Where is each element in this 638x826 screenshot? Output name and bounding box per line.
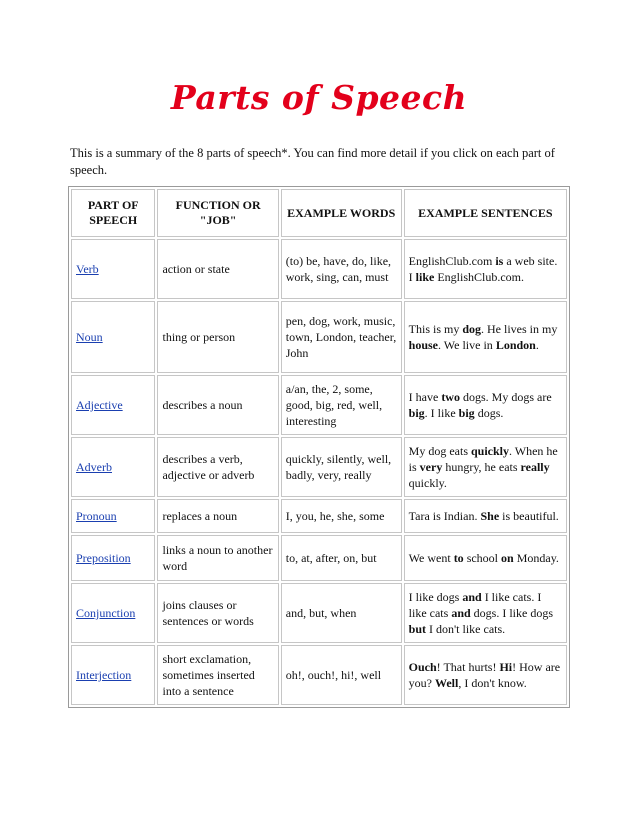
sentence-text: dogs.: [474, 406, 504, 420]
sentence-text: hungry, he eats: [442, 460, 521, 474]
page-title: Parts of Speech: [170, 78, 468, 117]
highlighted-word: dog: [462, 322, 482, 336]
highlighted-word: is: [495, 254, 504, 268]
header-function: FUNCTION OR "JOB": [157, 189, 278, 237]
highlighted-word: Well: [434, 676, 459, 690]
sentence-text: ! How are you?: [408, 660, 561, 690]
highlighted-word: very: [419, 460, 443, 474]
part-of-speech-link[interactable]: Adjective: [71, 375, 155, 435]
sentence-text: EnglishClub.com.: [434, 270, 524, 284]
sentence-text: I don't like cats.: [426, 622, 506, 636]
highlighted-word: big: [408, 406, 425, 420]
sentence-text: is beautiful.: [499, 509, 559, 523]
sentence-text: I have: [408, 390, 442, 404]
sentence-text: a web site. I: [408, 254, 558, 284]
highlighted-word: She: [480, 509, 500, 523]
highlighted-word: Ouch: [408, 660, 437, 674]
highlighted-word: two: [441, 390, 460, 404]
part-of-speech-link[interactable]: Adverb: [71, 437, 155, 497]
function-cell: describes a verb, adjective or adverb: [157, 437, 278, 497]
part-of-speech-link[interactable]: Preposition: [71, 535, 155, 581]
sentence-text: , I don't know.: [458, 676, 527, 690]
function-cell: describes a noun: [157, 375, 278, 435]
example-sentence-cell: [404, 583, 567, 643]
header-example-words: EXAMPLE WORDS: [281, 189, 402, 237]
part-of-speech-link[interactable]: Interjection: [71, 645, 155, 705]
highlighted-word: and: [462, 590, 482, 604]
function-cell: links a noun to another word: [157, 535, 278, 581]
part-of-speech-link[interactable]: Pronoun: [71, 499, 155, 533]
highlighted-word: London: [495, 338, 536, 352]
highlighted-word: like: [415, 270, 435, 284]
example-words-cell: pen, dog, work, music, town, London, teacher, John: [281, 301, 402, 373]
intro-text: This is a summary of the 8 parts of speech*. You can find more detail if you click on each part of speech.: [70, 146, 555, 177]
function-cell: joins clauses or sentences or words: [157, 583, 278, 643]
sentence-text: .: [535, 338, 539, 352]
sentence-text: dogs. I like dogs: [470, 606, 554, 620]
highlighted-word: and: [451, 606, 471, 620]
header-part-of-speech: PART OF SPEECH: [71, 189, 155, 237]
example-sentence-cell: [404, 499, 567, 533]
sentence-text: dogs. My dogs are: [459, 390, 552, 404]
function-cell: replaces a noun: [157, 499, 278, 533]
example-sentence-cell: [404, 375, 567, 435]
example-sentence-cell: [404, 437, 567, 497]
table-row: [71, 499, 567, 533]
table-row: [71, 301, 567, 373]
function-cell: short exclamation, sometimes inserted into a sentence: [157, 645, 278, 705]
sentence-text: quickly.: [408, 476, 447, 490]
example-words-cell: quickly, silently, well, badly, very, really: [281, 437, 402, 497]
sentence-text: . I like: [424, 406, 459, 420]
function-cell: thing or person: [157, 301, 278, 373]
example-sentence-cell: [404, 645, 567, 705]
table-row: [71, 375, 567, 435]
highlighted-word: to: [453, 551, 464, 565]
example-sentence-cell: [404, 535, 567, 581]
sentence-text: I like dogs: [408, 590, 463, 604]
table-row: [71, 535, 567, 581]
table-row: [71, 583, 567, 643]
example-words-cell: I, you, he, she, some: [281, 499, 402, 533]
sentence-text: school: [463, 551, 502, 565]
highlighted-word: big: [458, 406, 475, 420]
example-words-cell: and, but, when: [281, 583, 402, 643]
table-row: [71, 645, 567, 705]
header-example-sentences: EXAMPLE SENTENCES: [404, 189, 567, 237]
part-of-speech-link[interactable]: Noun: [71, 301, 155, 373]
sentence-text: My dog eats: [408, 444, 471, 458]
sentence-text: . We live in: [438, 338, 496, 352]
highlighted-word: Hi: [499, 660, 513, 674]
highlighted-word: house: [408, 338, 438, 352]
example-words-cell: to, at, after, on, but: [281, 535, 402, 581]
example-sentence-cell: [404, 239, 567, 299]
sentence-text: ! That hurts!: [436, 660, 500, 674]
sentence-text: . He lives in my: [481, 322, 558, 336]
highlighted-word: on: [501, 551, 514, 565]
highlighted-word: really: [520, 460, 550, 474]
highlighted-word: but: [408, 622, 426, 636]
example-sentence-cell: [404, 301, 567, 373]
table-row: [71, 437, 567, 497]
sentence-text: . When he is: [408, 444, 558, 474]
table-header-row: [71, 189, 567, 237]
example-words-cell: oh!, ouch!, hi!, well: [281, 645, 402, 705]
parts-of-speech-table: [68, 186, 570, 708]
part-of-speech-link[interactable]: Conjunction: [71, 583, 155, 643]
function-cell: action or state: [157, 239, 278, 299]
sentence-text: I like cats. I like cats: [408, 590, 542, 620]
sentence-text: Monday.: [513, 551, 559, 565]
sentence-text: Tara is Indian.: [408, 509, 481, 523]
example-words-cell: a/an, the, 2, some, good, big, red, well, interesting: [281, 375, 402, 435]
sentence-text: EnglishClub.com: [408, 254, 496, 268]
highlighted-word: quickly: [470, 444, 509, 458]
example-words-cell: (to) be, have, do, like, work, sing, can, must: [281, 239, 402, 299]
table-row: [71, 239, 567, 299]
sentence-text: This is my: [408, 322, 463, 336]
part-of-speech-link[interactable]: Verb: [71, 239, 155, 299]
sentence-text: We went: [408, 551, 454, 565]
